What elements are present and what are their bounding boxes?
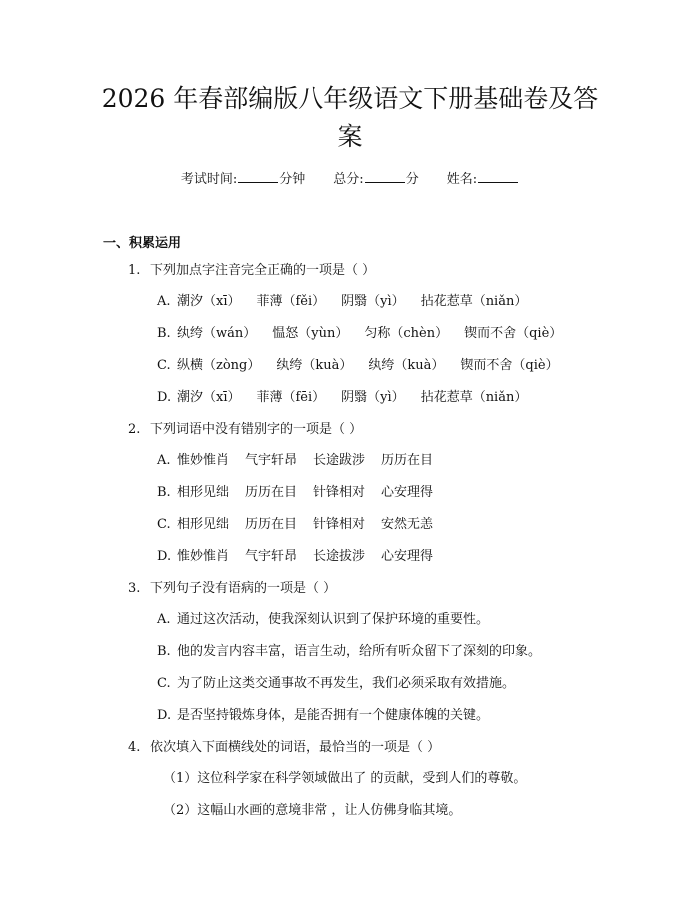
q2-option-a xyxy=(157,452,433,470)
option-item: 纵横（zòng） xyxy=(177,358,261,373)
option-item: 菲薄（fěi） xyxy=(256,294,326,309)
section-heading: 一、积累运用 xyxy=(103,236,182,251)
option-item: 纨绔（kuà） xyxy=(276,358,353,373)
option-item: 长途跋涉 xyxy=(313,453,366,468)
q4-sub-2: （2）这幅山水画的意境非常 ，让人仿佛身临其境。 xyxy=(163,803,462,818)
q2-option-c xyxy=(157,516,433,534)
name-label: 姓名: xyxy=(446,172,478,187)
option-letter: B. xyxy=(157,644,171,659)
option-item: 针锋相对 xyxy=(313,517,366,532)
option-item: 潮汐（xī） xyxy=(177,390,241,405)
question-number: 4. xyxy=(128,740,141,755)
question-2 xyxy=(128,421,362,439)
q2-option-b xyxy=(157,484,433,502)
option-item: 心安理得 xyxy=(381,485,434,500)
time-blank xyxy=(238,170,278,183)
option-item: 历历在目 xyxy=(245,485,298,500)
time-label: 考试时间: xyxy=(180,172,238,187)
q1-option-b xyxy=(157,325,562,343)
question-stem: 依次填入下面横线处的词语，最恰当的一项是（ ） xyxy=(150,740,441,755)
option-letter: A. xyxy=(157,453,171,468)
option-item: 惟妙惟肖 xyxy=(177,549,230,564)
time-unit: 分钟 xyxy=(279,172,306,187)
option-item: 安然无恙 xyxy=(381,517,434,532)
score-unit: 分 xyxy=(405,172,419,187)
score-field xyxy=(333,168,418,187)
option-item: 纨绔（kuà） xyxy=(368,358,445,373)
option-item: 历历在目 xyxy=(381,453,434,468)
question-number: 2. xyxy=(128,422,141,437)
q3-option-a xyxy=(157,611,489,629)
q3-option-c xyxy=(157,675,515,693)
page-title xyxy=(90,80,610,156)
option-letter: B. xyxy=(157,326,171,341)
option-item: 潮汐（xī） xyxy=(177,294,241,309)
option-item: 拈花惹草（niǎn） xyxy=(420,390,528,405)
q1-option-c xyxy=(157,357,559,375)
option-item: 纨绔（wán） xyxy=(177,326,257,341)
option-item: 匀称（chèn） xyxy=(364,326,449,341)
q3-option-b xyxy=(157,643,541,661)
title-line-1: 2026 年春部编版八年级语文下册基础卷及答 xyxy=(101,84,599,113)
score-blank xyxy=(365,170,405,183)
exam-meta xyxy=(0,168,700,187)
question-stem: 下列句子没有语病的一项是（ ） xyxy=(150,581,337,596)
q1-option-d xyxy=(157,389,527,407)
q1-option-a xyxy=(157,293,527,311)
question-3 xyxy=(128,580,336,598)
option-item: 阴翳（yì） xyxy=(341,294,405,309)
question-1 xyxy=(128,262,375,280)
option-letter: D. xyxy=(157,708,172,723)
question-number: 3. xyxy=(128,581,141,596)
option-letter: B. xyxy=(157,485,171,500)
q4-sub-1: （1）这位科学家在科学领域做出了 的贡献，受到人们的尊敬。 xyxy=(163,771,527,786)
option-letter: D. xyxy=(157,390,172,405)
name-blank xyxy=(478,170,518,183)
option-item: 他的发言内容丰富，语言生动，给所有听众留下了深刻的印象。 xyxy=(177,644,542,659)
option-letter: D. xyxy=(157,549,172,564)
option-item: 心安理得 xyxy=(381,549,434,564)
option-item: 历历在目 xyxy=(245,517,298,532)
option-item: 菲薄（fēi） xyxy=(256,390,326,405)
option-letter: C. xyxy=(157,358,171,373)
option-letter: C. xyxy=(157,517,171,532)
option-item: 针锋相对 xyxy=(313,485,366,500)
question-stem: 下列词语中没有错别字的一项是（ ） xyxy=(150,422,363,437)
q3-option-d xyxy=(157,707,489,725)
option-item: 相形见绌 xyxy=(177,485,230,500)
q2-option-d xyxy=(157,548,433,566)
score-label: 总分: xyxy=(333,172,364,187)
option-letter: C. xyxy=(157,676,171,691)
option-item: 为了防止这类交通事故不再发生，我们必须采取有效措施。 xyxy=(177,676,516,691)
option-item: 是否坚持锻炼身体，是能否拥有一个健康体魄的关键。 xyxy=(177,708,490,723)
option-item: 拈花惹草（niǎn） xyxy=(420,294,528,309)
option-item: 锲而不舍（qiè） xyxy=(460,358,559,373)
name-field xyxy=(447,168,519,187)
option-item: 长途拔涉 xyxy=(313,549,366,564)
option-item: 相形见绌 xyxy=(177,517,230,532)
option-item: 气宇轩昂 xyxy=(245,453,298,468)
option-item: 通过这次活动，使我深刻认识到了保护环境的重要性。 xyxy=(177,612,490,627)
question-stem: 下列加点字注音完全正确的一项是（ ） xyxy=(150,263,376,278)
title-line-2: 案 xyxy=(337,122,363,151)
option-item: 阴翳（yì） xyxy=(341,390,405,405)
question-number: 1. xyxy=(128,263,141,278)
option-item: 愠怒（yùn） xyxy=(272,326,349,341)
option-letter: A. xyxy=(157,612,171,627)
option-item: 锲而不舍（qiè） xyxy=(464,326,563,341)
question-4 xyxy=(128,739,440,757)
option-item: 气宇轩昂 xyxy=(245,549,298,564)
option-letter: A. xyxy=(157,294,171,309)
option-item: 惟妙惟肖 xyxy=(177,453,230,468)
time-field xyxy=(181,168,305,187)
